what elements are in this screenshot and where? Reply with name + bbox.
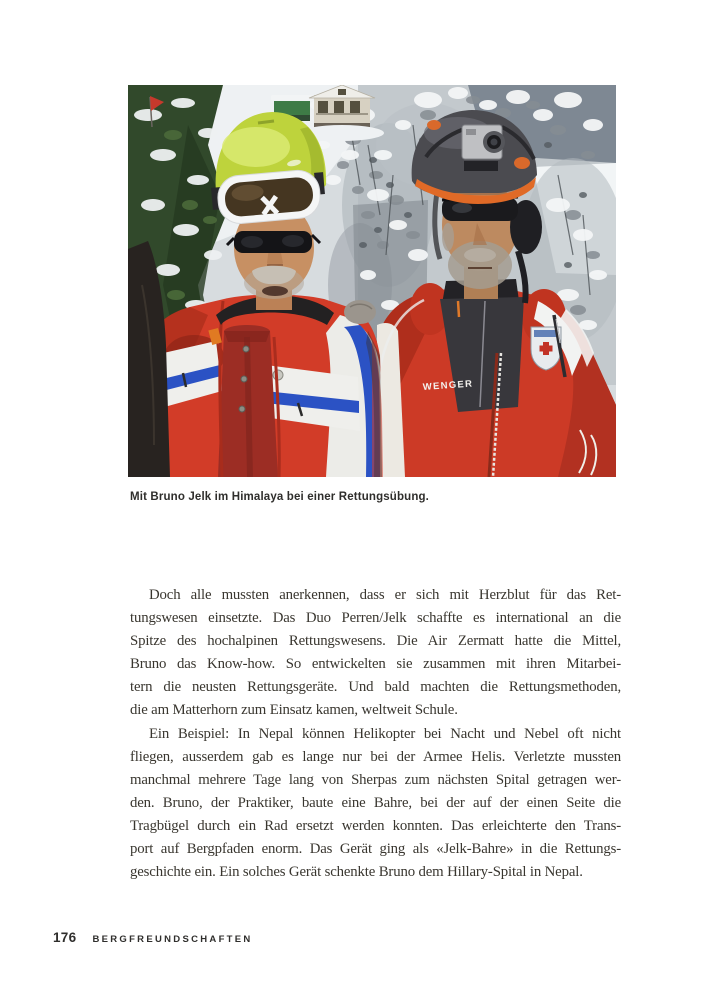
- mouth: [262, 286, 288, 296]
- text-line: manchmal mehrere Tage lang von Sherpas zum nächsten Spital getragen wer-: [130, 771, 621, 788]
- left-sunglasses: [227, 231, 320, 253]
- paragraph-1: [130, 584, 621, 723]
- text-line: geschichte ein. Ein solches Gerät schenkte Bruno dem Hillary-Spital in Nepal.: [130, 864, 583, 881]
- photo: [128, 85, 616, 477]
- text-line: die am Matterhorn zum Einsatz kamen, weltweit Schule.: [130, 702, 458, 719]
- text-line: port auf Bergpfaden enorm. Das Gerät ging als «Jelk-Bahre» in die Rettungs-: [130, 841, 621, 858]
- text-line: tern die neusten Rettungsgeräte. Und bald machten die Rettungsmethoden,: [130, 679, 621, 696]
- text-line: den. Bruno, der Praktiker, baute eine Bahre, bei der auf der einen Seite die: [130, 794, 621, 811]
- photo-caption: Mit Bruno Jelk im Himalaya bei einer Rettungsübung.: [130, 491, 430, 503]
- text-line: Bruno das Know-how. So entwickelten sie zusammen mit ihren Mitarbei-: [130, 656, 621, 673]
- jacket-logo-text: WENGER: [422, 378, 474, 393]
- body-text: [130, 584, 621, 884]
- photo-illustration: [128, 85, 616, 477]
- text-line: tungswesen einsetzte. Das Duo Perren/Jelk schaffte es international an die: [130, 610, 621, 627]
- text-line: Ein Beispiel: In Nepal können Helikopter bei Nacht und Nebel oft nicht: [149, 725, 621, 742]
- text-line: fliegen, ausserdem gab es lange nur bei der Armee Helis. Verletzte mussten: [130, 748, 621, 765]
- page-number: 176: [53, 930, 77, 945]
- text-line: Spitze des hochalpinen Rettungswesens. Die Air Zermatt hatte die Mittel,: [130, 633, 621, 650]
- paragraph-2: [130, 723, 621, 885]
- henley-shirt: [218, 325, 278, 477]
- chapter-title: BERGFREUNDSCHAFTEN: [92, 934, 253, 945]
- text-line: Doch alle mussten anerkennen, dass er sich mit Herzblut für das Ret-: [149, 587, 621, 603]
- page-footer: [53, 930, 253, 945]
- text-line: Tragbügel durch ein Rad ersetzt werden konnten. Das erleichterte den Trans-: [130, 817, 621, 834]
